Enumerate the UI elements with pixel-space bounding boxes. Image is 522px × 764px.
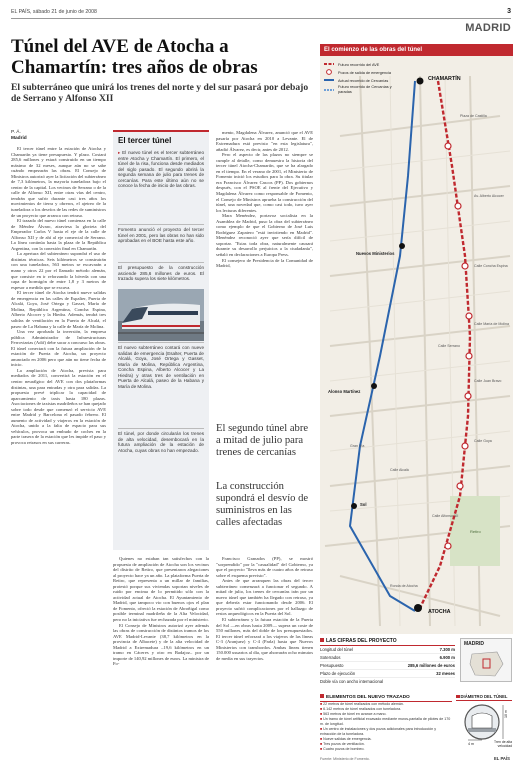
stats-row: Longitud del túnel 7.300 m — [320, 647, 455, 652]
paragraph: El Consejo de Ministros autorizó ayer además las obras de construcción de distintos tramos de los AVE Madrid-Levante (38,7 kilómetros en la provincia de Albacete) y de la alta velocidad de Madrid a Extremadura –19,6 kilómetros en un tramo en Cáceres y otro en Badajoz– por un importe de 140,92 millones de euros. La ministra de Fo- — [113, 622, 209, 667]
article-column-3-bottom — [216, 556, 313, 757]
street-label: Calle María de Molina — [474, 322, 509, 326]
footer-brand: EL PAÍS — [494, 756, 510, 761]
bullet-icon: ■ — [320, 737, 324, 741]
legend-pozos: Pozos de salida de emergencia — [338, 71, 391, 75]
bullet-icon: ■ — [320, 747, 324, 751]
paragraph: La apertura del subterráneo supondrá el uso de distintas técnicas. Seis kilómetros se construirán con una tuneladora, 563 metros se excavarán a mano y otros 22 por el llamado método alemán, que consiste en ir reforzando la bóveda con una capa de hormigón de entre 1,8 y 3 metros de espesor a medida que se excava. — [11, 251, 106, 290]
bullet-icon: ■ — [320, 727, 324, 731]
bullet-icon: ■ — [320, 712, 324, 716]
section-bar — [11, 18, 511, 36]
elements-title: ELEMENTOS DEL NUEVO TRAZADO — [320, 694, 452, 702]
paragraph: Pero el aspecto de las plazos no siempre se cumple al detalle, como demuestra la historia del tercer túnel Atocha-Chamartín, que se ha alargado en el tiempo. En el verano de 2001, el Ministerio de Fomento inició los estudios para la obra. Su titular era Francisco Álvarez Cascos (PP). Dos gobiernos después, con el PSOE al frente del Ejecutivo y Magdalena Álvarez como responsable de Fomento, el Consejo de Ministros aprueba la construcción del túnel, una novedad que, como casi todo, tuvo ayer los lecturas diferentes. — [216, 152, 313, 213]
paper-dateline: EL PAÍS, sábado 21 de junio de 2008 — [11, 9, 97, 15]
paragraph: Una vez aprobada la inversión, la empresa pública Administrador de Infraestructuras Ferroviarias (Adif) debe sacar a concurso las obras. El túnel conectará con la futura ampliación de la estación de Puerta de Atocha, un proyecto anunciado en 2006 pero que aún no tiene fecha de inicio. — [11, 329, 106, 368]
stats-box — [320, 638, 455, 690]
street-label: Av. Alberto Alcocer — [474, 194, 504, 198]
list-item: ■ 22 metros de túnel realizados con método alemán. — [320, 702, 404, 706]
article-column-1 — [11, 146, 106, 757]
paragraph: El subterráneo y la futura estación de la Puerta del Sol —en obras hasta 2009— supera un coste de 550 millones, más del doble de los presupuestados. El tercer túnel reforzará a los viajeros de las líneas C-3 (Aranjuez) y C-4 (Parla) hasta que Nuevos Ministerios con transbordos. Ambas líneas tienen 150.000 usuarios al día, que ahorrarán ocho minutos de media en sus trayectos. — [216, 617, 313, 661]
pull-quote-2: La construcción supondrá el desvío de suministros en las calles afectadas — [216, 481, 309, 528]
station-sol: Sol — [360, 502, 367, 507]
street-label: Gran Vía — [350, 444, 365, 448]
page-number: 3 — [507, 8, 511, 15]
paragraph: Quienes no estaban tan satisfechos con la propuesta de ampliación de Atocha son los vecinos del distrito de Retiro, que presentaron alegaciones al proyecto hace ya un año. La plataforma Puerta de Retiro, que representa a un millar de familias, protestó porque sus viviendas soportan niveles de ruido por encima de lo permitido sólo con la actividad actual de Atocha. El Ayuntamiento de Madrid, que tampoco vio con buenos ojos el plan de Fomento, ofreció la estación de Abroñigal como posible terminal madrileña de la Alta Velocidad, pero no la iniciativa fue rechazada por el ministerio. — [113, 556, 209, 623]
inset-label: MADRID — [464, 641, 484, 647]
elements-box — [320, 694, 452, 756]
subhead: El subterráneo que unirá los trenes del norte y del sur pasará por debajo de Serrano y Alfonso XII — [11, 82, 309, 104]
legend-cercanias-actual: Actual recorrido de Cercanías — [338, 79, 389, 83]
madrid-inset-map — [467, 649, 507, 679]
stats-rows — [320, 646, 455, 685]
byline-place: Madrid — [11, 136, 27, 141]
square-icon — [320, 694, 324, 698]
list-item: ■ Cuatro pozos de bombeo. — [320, 747, 365, 751]
paragraph: El tercer túnel de Atocha tendrá nueve salidas de emergencia en las calles de Espalter, Puerta de Alcalá, Goya, José Ortega y Gasset, María de Molina, República Argentina, Concha Espina, Alberto Alcocer y la Hiedra. Además, tendrá tres salidas de ventilación en la Puerta de Alcalá, el paseo de La Habana y la calle de María de Molina. — [11, 290, 106, 329]
elements-list — [320, 702, 452, 752]
street-label: Calle Goya — [474, 439, 492, 443]
article-column-3 — [216, 130, 313, 416]
section-label: MADRID — [465, 22, 511, 34]
paragraph: Francisco Granados (PP), se mostró "sorprendido" por la "casualidad" del Gobierno, ya que el proyecto "lleva más de cuatro años de retraso sobre el esquema previsto". — [216, 556, 313, 578]
headline — [11, 36, 311, 78]
list-item: ■ Nueve salidas de emergencia. — [320, 737, 372, 741]
station-chamartin: CHAMARTÍN — [428, 76, 461, 82]
sidebar-item: ▸ El nuevo túnel es el tercer subterráneo entre Atocha y Chamartín. El primero, el túnel de la risa, funciona desde mediados del siglo pasado. El segundo abrirá la segunda semana de julio para trenes de cercanías. Para este último aún no se conoce la fecha de inicio de las obras. — [118, 150, 204, 189]
bullet-icon: ▸ — [118, 150, 123, 155]
list-item: ■ 6.142 metros de túnel realizados con tuneladora. — [320, 707, 402, 711]
headline-line-1: Túnel del AVE de Atocha a — [11, 36, 229, 57]
diameter-height-label: 10 m — [504, 710, 508, 718]
legend-ave: Futuro recorrido del AVE — [338, 63, 380, 67]
diameter-caption: Tren de alta velocidad — [494, 740, 512, 748]
list-item: ■ Tres pozos de ventilación. — [320, 742, 365, 746]
list-item: ■ 563 metros de túnel en avance a mano. — [320, 712, 387, 716]
bullet-icon: ■ — [320, 742, 324, 746]
paragraph: El trazado del nuevo túnel comienza en la calle de Méndez Álvaro, atraviesa la glorieta del Emperador Carlos V hasta el eje de la calle de Alfonso XII y de ahí al eje comercial de Serrano. La línea continúa hasta la plaza de la República Argentina, con la conexión final en Chamartín. — [11, 218, 106, 251]
diameter-title: DIÁMETRO DEL TÚNEL — [456, 694, 512, 701]
stats-title: LAS CIFRAS DEL PROYECTO — [320, 638, 455, 646]
diameter-box — [456, 694, 512, 752]
stats-row: Plazo de ejecución 32 meses — [320, 671, 455, 676]
tunnel-cross-section — [458, 702, 510, 742]
paragraph: La ampliación de Atocha, prevista para mediados de 2011, convertirá la estación en el centro neurálgico del AVE con dos plataformas distintas, una para entradas y otra para salidas. La propuesta prevé triplicar la capacidad de aparcamiento de taxis hasta 180 plazas. Asociaciones de taxistas madrileños se han quejado sobre todo desde que comenzó el servicio AVE entre Madrid y Barcelona el pasado febrero. El aumento de actividad y viajeros en la estación de Atocha, unido a la falta de espacio para sus vehículos, provoca un embudo de coches en la parte trasera de la estación que les impide el paso y provoca retrasos en sus carreras. — [11, 367, 106, 445]
sidebar-item: Fomento anunció el proyecto del tercer túnel en 2001, pero las obras no han sido aprobadas en el BOE hasta este año. — [118, 224, 204, 258]
square-icon — [456, 695, 460, 699]
sidebar-item: El nuevo subterráneo contará con nueve salidas de emergencia (Esalter, Puerta de Alcalá, Goya, José Ortega y Gasset, María de Molina, República Argentina, Concha Espina, Alberto Alcocer y La Hiedra) y otras tres de ventilación en Puerta de Alcalá, paseo de la Habana y María de Molina. — [118, 342, 204, 424]
paragraph: mento, Magdalena Álvarez, anunció que el AVE pasaría por Atocha en 2010 a Levante. El de Extremadura está previsto "en esta legislatura", añadió Álvarez, es decir, antes de 2012. — [216, 130, 313, 152]
street-label: Calle Juan Bravo — [474, 379, 502, 383]
station-alonso-martinez: Alonso Martínez — [328, 389, 361, 394]
train-photo — [118, 289, 204, 341]
map-source: Fuente: Ministerio de Fomento. — [320, 757, 370, 761]
diameter-width-label: 4 m — [468, 742, 474, 746]
stats-row: Doble vía con ancho internacional — [320, 679, 384, 684]
list-item: ■ Un tramo de túnel artificial excavado mediante muros-pantalla de pilotes de 170 m. de longitud. — [320, 717, 451, 726]
map-legend — [338, 61, 396, 94]
street-label: Ronda de Atocha — [390, 584, 418, 588]
station-atocha: ATOCHA — [428, 609, 451, 615]
article-column-2-bottom — [113, 556, 209, 757]
sidebar-item: El presupuesto de la construcción asciende 285,6 millones de euros. El trazado supera los siete kilómetros. — [118, 262, 204, 286]
bullet-icon: ■ — [320, 717, 324, 721]
street-label: Retiro — [470, 529, 481, 534]
madrid-inset — [460, 638, 512, 682]
bullet-icon: ■ — [320, 702, 324, 706]
map-panel — [320, 44, 513, 634]
sidebar-item: El túnel, por donde circularán los trenes de alta velocidad, desembocará en la futura ampliación de la estación de Atocha, cuyas obras no han empezado. — [118, 428, 204, 468]
street-label: Calle Alfonso XII — [432, 514, 459, 518]
route-map — [320, 56, 513, 634]
list-item: ■ Un centro de instalaciones y dos pozos adicionales para introducción y extracción de la tuneladora. — [320, 727, 437, 736]
map-title: El comienzo de las obras del túnel — [320, 44, 513, 56]
paragraph: El consejero de Presidencia de la Comunidad de Madrid, — [216, 257, 313, 269]
legend-cercanias-futuro: Futuro recorrido de Cercanías y paradas — [338, 85, 392, 94]
square-icon — [320, 638, 324, 642]
paragraph: El tercer túnel entre la estación de Atocha y Chamartín ya tiene presupuesto. Y plazo. Costará 285,6 millones y estará construido en un tiempo máximo de 32 meses, aunque aún no se sabe cuándo empezarán las obras. El Consejo de Ministros autorizó ayer la licitación del subterráneo de 7,3 kilómetros, la mayoría tuneladora bajo el centro de la capital. Los vecinos de Serrano o de la calle de Alfonso XII, entre otras vías del centro, tendrán que sufrir durante casi tres años los movimientos de tierra y obreros, el ajetreo de la tuneladora o los desvíos de las redes de suministros de un proyecto que arranca con retraso. — [11, 146, 106, 218]
street-label: Calle Serrano — [438, 344, 460, 348]
paragraph: Antes de que arranquen las obras del tercer subterráneo comenzará a funcionar el segundo. A mitad de julio, los trenes de cercanías irán por un nuevo túnel que también ha llegado con retraso, ya que debería estar funcionando desde 2006. El proyecto sufrió complicaciones por el hallazgo de restos arqueológicos en la Puerta del Sol. — [216, 578, 313, 617]
stats-row: Soterrados 6.900 m — [320, 655, 455, 660]
street-label: Calle Alcalá — [390, 468, 409, 472]
byline-author: P. Á. — [11, 130, 21, 135]
sidebar-title: El tercer túnel — [118, 136, 172, 145]
sidebar-box — [113, 130, 209, 550]
paragraph: Mara Menéndez, portavoz socialista en la Asamblea de Madrid, puso la obra del subterráneo como ejemplo de que el Gobierno de José Luis Rodríguez Zapatero "está invirtiendo en Madrid". Menéndez reconoció ayer que sería difícil de soportar. "Estas toda obra, naturalmente causará durante su desarrollo perjuicios a la ciudadanía", señaló en declaraciones a Europa Press. — [216, 213, 313, 258]
headline-line-2: Chamartín: tres años de obras — [11, 57, 258, 78]
street-label: Plaza de Castilla — [460, 114, 487, 118]
station-nuevos-ministerios: Nuevos Ministerios — [356, 251, 395, 256]
street-label: Calle Concha Espina — [474, 264, 508, 268]
bullet-icon: ■ — [320, 707, 324, 711]
stats-row: Presupuesto 285,6 millones de euros — [320, 663, 455, 668]
pull-quote-1: El segundo túnel abre a mitad de julio para trenes de cercanías — [216, 423, 309, 458]
byline — [11, 130, 101, 142]
